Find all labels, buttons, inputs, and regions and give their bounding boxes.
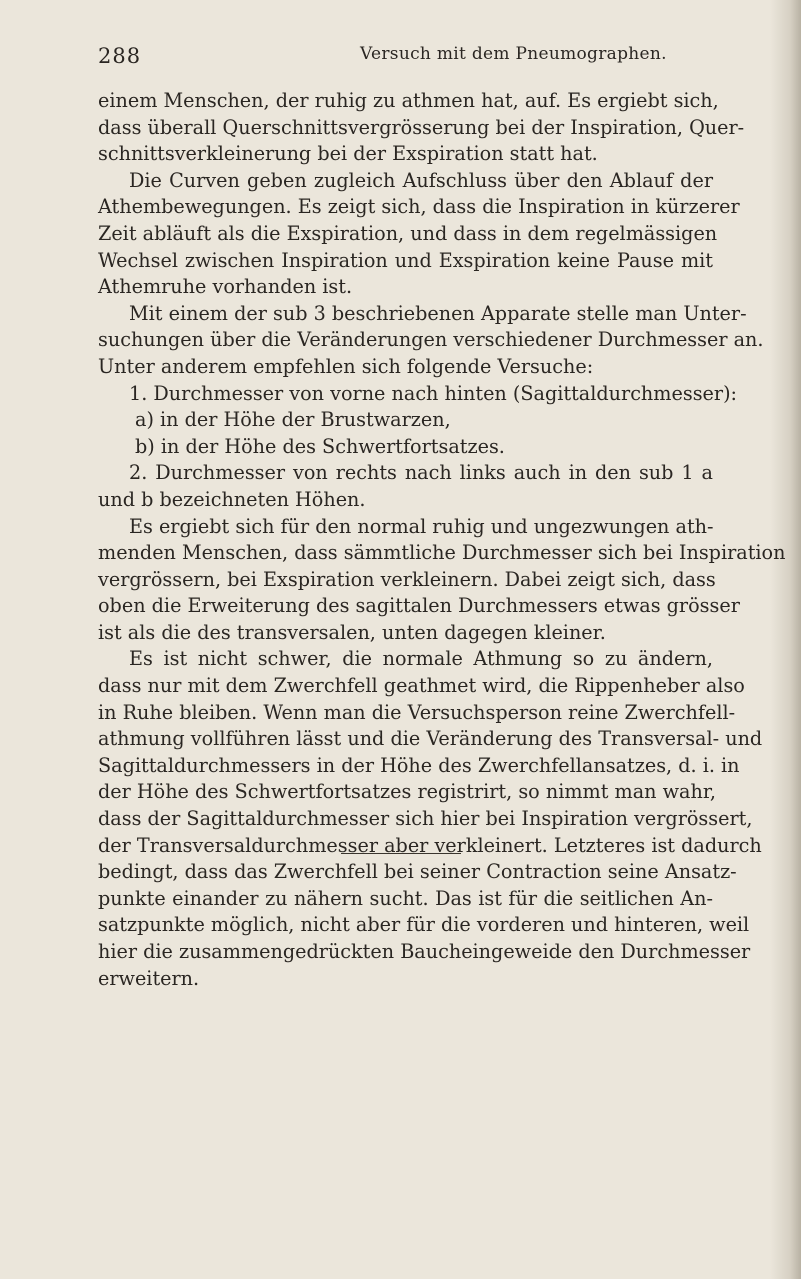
text-line: Die Curven geben zugleich Aufschluss über den Ablauf der [129,168,713,192]
text-line: punkte einander zu nähern sucht. Das ist für die seitlichen An- [98,886,713,910]
text-line: 2. Durchmesser von rechts nach links auch in den sub 1 a [129,461,713,485]
text-line: Zeit abläuft als die Exspiration, und dass in dem regelmässigen [98,221,718,245]
text-line: Mit einem der sub 3 beschriebenen Apparate stelle man Unter- [129,301,747,325]
text-line: oben die Erweiterung des sagittalen Durchmessers etwas grösser [98,594,740,618]
text-line: in Ruhe bleiben. Wenn man die Versuchsperson reine Zwerchfell- [98,700,736,724]
page-header [98,40,718,70]
text-line: und b bezeichneten Höhen. [98,487,366,511]
text-line: erweitern. [98,966,200,990]
text-line: menden Menschen, dass sämmtliche Durchmesser sich bei Inspiration [98,541,786,565]
text-line: der Transversaldurchmesser aber verkleinert. Letzteres ist dadurch [98,833,762,857]
text-line: Unter anderem empfehlen sich folgende Versuche: [98,354,594,378]
page-number: 288 [98,44,142,68]
text-line: Es ist nicht schwer, die normale Athmung so zu ändern, [129,647,713,671]
text-line: Es ergiebt sich für den normal ruhig und ungezwungen ath- [129,514,714,538]
running-head: Versuch mit dem Pneumographen. [360,44,667,64]
text-line: dass nur mit dem Zwerchfell geathmet wird, die Rippenheber also [98,674,745,698]
text-line: b) in der Höhe des Schwertfortsatzes. [135,434,505,458]
text-line: vergrössern, bei Exspiration verkleinern. Dabei zeigt sich, dass [98,567,716,591]
text-line: der Höhe des Schwertfortsatzes registrirt, so nimmt man wahr, [98,780,716,804]
text-line: satzpunkte möglich, nicht aber für die vorderen und hinteren, weil [98,913,750,937]
text-line: Athemruhe vorhanden ist. [98,275,353,299]
text-line: Sagittaldurchmessers in der Höhe des Zwerchfellansatzes, d. i. in [98,753,740,777]
text-line: 1. Durchmesser von vorne nach hinten (Sagittaldurchmesser): [129,381,738,405]
body-text [98,88,786,992]
section-end-rule [341,853,461,854]
text-line: schnittsverkleinerung bei der Exspiration statt hat. [98,142,598,166]
text-line: ist als die des transversalen, unten dagegen kleiner. [98,620,606,644]
text-line: dass überall Querschnittsvergrösserung bei der Inspiration, Quer- [98,115,745,139]
text-line: a) in der Höhe der Brustwarzen, [135,408,451,432]
text-line: bedingt, dass das Zwerchfell bei seiner Contraction seine Ansatz- [98,860,737,884]
text-line: athmung vollführen lässt und die Veränderung des Transversal- und [98,727,763,751]
text-line: suchungen über die Veränderungen verschiedener Durchmesser an. [98,328,764,352]
text-line: Wechsel zwischen Inspiration und Exspiration keine Pause mit [98,248,713,272]
text-line: hier die zusammengedrückten Baucheingeweide den Durchmesser [98,940,751,963]
text-line: Athembewegungen. Es zeigt sich, dass die Inspiration in kürzerer [98,195,740,219]
text-line: einem Menschen, der ruhig zu athmen hat, auf. Es ergiebt sich, [98,89,719,112]
text-line: dass der Sagittaldurchmesser sich hier bei Inspiration vergrössert, [98,807,753,831]
